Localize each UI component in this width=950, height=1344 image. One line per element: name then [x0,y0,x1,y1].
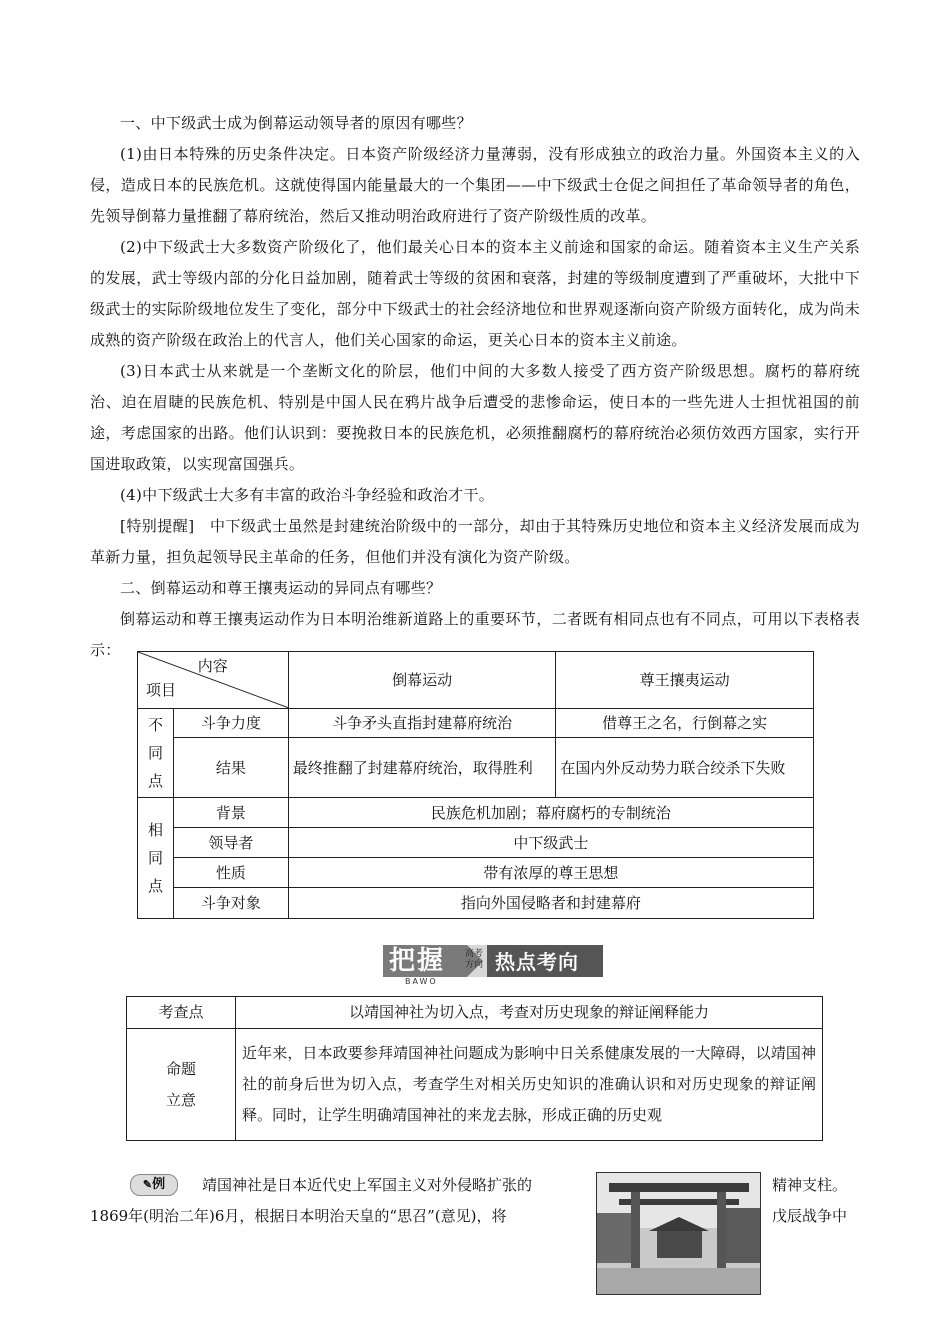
section2-intro: 倒幕运动和尊王攘夷运动作为日本明治维新道路上的重要环节，二者既有相同点也有不同点，可用以下表格表示： [90,610,860,659]
paragraph-3: (3)日本武士从来就是一个垄断文化的阶层，他们中间的大多数人接受了西方资产阶级思想。腐朽的幕府统治、迫在眉睫的民族危机、特别是中国人民在鸦片战争后遭受的悲惨命运，使日本的一些先进人士担忧祖国的前途，考虑国家的出路。他们认识到：要挽救日本的民族危机，必须推翻腐朽的幕府统治必须仿效西方国家，实行开国进取政策，以实现富国强兵。 [90,362,860,473]
article-body [90,108,860,666]
banner-rest-text: 热点考向 [495,950,579,974]
bawo-banner [383,941,603,987]
cell-target: 指向外国侵略者和封建幕府 [288,888,813,919]
banner-pinyin: BAWO [405,977,438,986]
diff-label: 不同点 [138,709,174,798]
col-zunwang: 尊王攘夷运动 [556,652,814,709]
pencil-icon: ✎ [142,1178,153,1191]
cell-leader: 中下级武士 [288,828,813,858]
paragraph-1: (1)由日本特殊的历史条件决定。日本资产阶级经济力量薄弱，没有形成独立的政治力量。外国资本主义的入侵，造成日本的民族危机。这就使得国内能量最大的一个集团——中下级武士仓促之间担任了革命领导者的角色，先领导倒幕力量推翻了幕府统治，然后又推动明治政府进行了资产阶级性质的改革。 [90,145,860,225]
section2-heading: 二、倒幕运动和尊王攘夷运动的异同点有哪些？ [120,579,442,597]
item-nature: 性质 [173,858,288,888]
example-line2-b: 戊辰战争中 [772,1207,848,1225]
banner-small-text: 高考方向 [465,949,484,970]
header-item: 项目 [146,681,177,699]
item-background: 背景 [173,798,288,828]
exam-point-value: 以靖国神社为切入点，考查对历史现象的辩证阐释能力 [236,997,823,1029]
special-reminder: [特别提醒] 中下级武士虽然是封建统治阶级中的一部分，却由于其特殊历史地位和资本主义经济发展而成为革新力量，担负起领导民主革命的任务，但他们并没有演化为资产阶级。 [90,517,860,566]
yasukuni-shrine-photo [596,1172,761,1295]
cell-nature: 带有浓厚的尊王思想 [288,858,813,888]
banner-big-text: 把握 [389,946,446,976]
cell-result-b: 在国内外反动势力联合绞杀下失败 [556,738,814,798]
item-struggle: 斗争力度 [173,709,288,738]
exam-point-label: 考查点 [127,997,236,1029]
example-line2-a: 1869年(明治二年)6月，根据日本明治天皇的“思召”(意见)，将 [90,1207,507,1225]
cell-struggle-a: 斗争矛头直指封建幕府统治 [288,709,556,738]
intent-value: 近年来，日本政要参拜靖国神社问题成为影响中日关系健康发展的一大障碍，以靖国神社的前身后世为切入点，考查学生对相关历史知识的准确认识和对历史现象的辩证阐释。同时，让学生明确靖国神社的来龙去脉，形成正确的历史观 [236,1029,823,1141]
item-target: 斗争对象 [173,888,288,919]
example-tag: ✎例 [130,1174,178,1196]
item-result: 结果 [173,738,288,798]
exam-point-table [126,996,823,1141]
paragraph-2: (2)中下级武士大多数资产阶级化了，他们最关心日本的资本主义前途和国家的命运。随着资本主义生产关系的发展，武士等级内部的分化日益加剧，随着武士等级的贫困和衰落，封建的等级制度遭到了严重破坏，大批中下级武士的实际阶级地位发生了变化，部分中下级武士的社会经济地位和世界观逐渐向资产阶级方面转化，成为尚未成熟的资产阶级在政治上的代言人，他们关心国家的命运，更关心日本的资本主义前途。 [90,238,860,349]
col-daomu: 倒幕运动 [288,652,556,709]
header-content: 内容 [197,657,228,675]
item-leader: 领导者 [173,828,288,858]
cell-struggle-b: 借尊王之名，行倒幕之实 [556,709,814,738]
section1-heading: 一、中下级武士成为倒幕运动领导者的原因有哪些？ [120,114,472,132]
diagonal-header-cell [138,652,289,709]
paragraph-4: (4)中下级武士大多有丰富的政治斗争经验和政治才干。 [120,486,495,504]
cell-background: 民族危机加剧；幕府腐朽的专制统治 [288,798,813,828]
example-line1-a: 靖国神社是日本近代史上军国主义对外侵略扩张的 [202,1176,533,1194]
intent-label: 命题 立意 [127,1029,236,1141]
cell-result-a: 最终推翻了封建幕府统治，取得胜利 [288,738,556,798]
comparison-table [137,651,814,919]
same-label: 相同点 [138,798,174,919]
example-line1-b: 精神支柱。 [772,1176,848,1194]
